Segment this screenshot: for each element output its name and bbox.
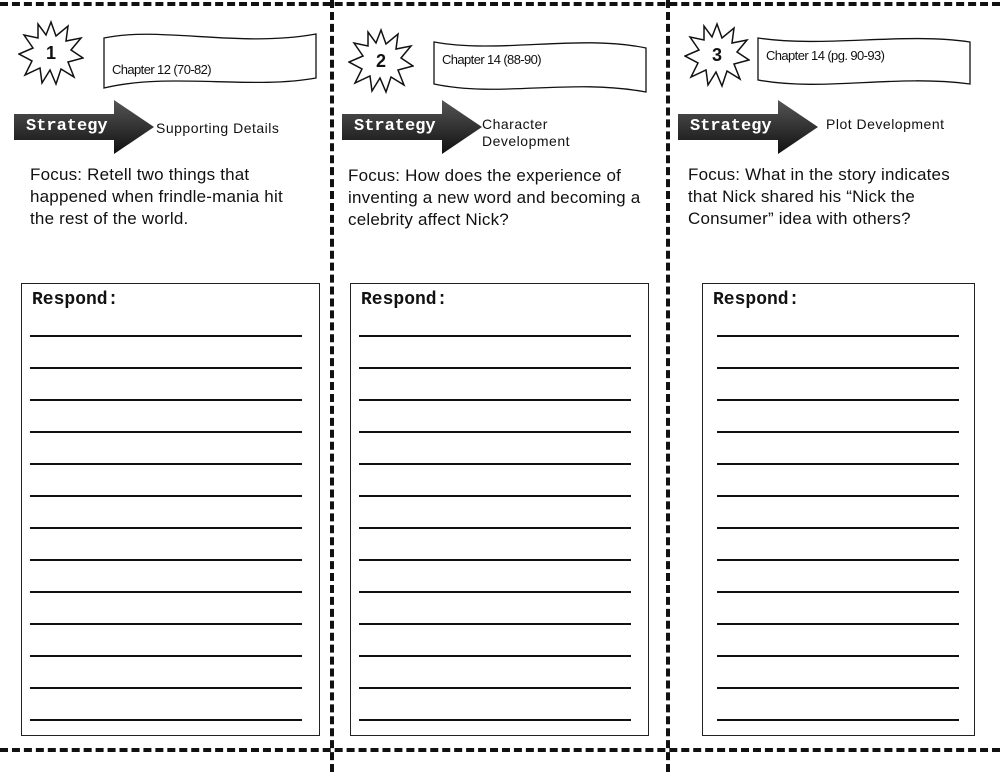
writing-line (717, 591, 959, 593)
writing-line (30, 335, 302, 337)
writing-line (717, 559, 959, 561)
writing-line (717, 463, 959, 465)
star-badge (348, 28, 414, 94)
respond-label: Respond: (32, 290, 119, 310)
respond-label: Respond: (713, 290, 800, 310)
writing-line (359, 399, 631, 401)
writing-line (359, 367, 631, 369)
focus-question: Focus: Retell two things that happened when frindle-mania hit the rest of the world. (30, 165, 283, 228)
step-number: 3 (711, 45, 722, 65)
writing-line (30, 687, 302, 689)
flag-banner-icon (754, 34, 974, 96)
writing-line (359, 655, 631, 657)
strategy-arrow (14, 100, 156, 154)
writing-line (359, 559, 631, 561)
writing-line (359, 719, 631, 721)
writing-line (359, 591, 631, 593)
writing-line (30, 719, 302, 721)
focus-question: Focus: What in the story indicates that Nick shared his “Nick the Consumer” idea with others? (688, 165, 950, 228)
step-number: 2 (375, 51, 386, 71)
strategy-arrow (342, 100, 484, 154)
respond-box (21, 283, 320, 736)
strategy-arrow (678, 100, 820, 154)
writing-line (717, 431, 959, 433)
writing-line (717, 655, 959, 657)
writing-line (30, 655, 302, 657)
panel-1 (0, 0, 330, 772)
chapter-banner (430, 38, 650, 100)
writing-line (717, 495, 959, 497)
star-badge (684, 22, 750, 88)
writing-line (717, 399, 959, 401)
writing-line (30, 495, 302, 497)
strategy-label: Strategy (690, 117, 772, 136)
strategy-name: Supporting Details (156, 120, 280, 136)
strategy-label: Strategy (26, 117, 108, 136)
writing-line (30, 399, 302, 401)
respond-label: Respond: (361, 290, 448, 310)
panel-2 (334, 0, 666, 772)
writing-line (359, 335, 631, 337)
chapter-text: Chapter 12 (70-82) (112, 62, 212, 77)
panel-3 (670, 0, 1000, 772)
writing-line (30, 623, 302, 625)
writing-line (359, 495, 631, 497)
focus-question: Focus: How does the experience of inventing a new word and becoming a celebrity affect Nick? (348, 166, 641, 229)
writing-line (30, 559, 302, 561)
chapter-banner (100, 30, 320, 92)
writing-line (359, 623, 631, 625)
writing-line (359, 463, 631, 465)
writing-line (30, 431, 302, 433)
writing-line (30, 367, 302, 369)
strategy-label: Strategy (354, 117, 436, 136)
writing-line (30, 463, 302, 465)
respond-box (350, 283, 649, 736)
chapter-text: Chapter 14 (pg. 90-93) (766, 48, 885, 63)
chapter-text: Chapter 14 (88-90) (442, 52, 542, 67)
writing-line (717, 687, 959, 689)
writing-line (717, 623, 959, 625)
writing-line (359, 431, 631, 433)
star-badge (18, 20, 84, 86)
writing-line (359, 687, 631, 689)
writing-line (717, 367, 959, 369)
writing-line (717, 527, 959, 529)
chapter-banner (754, 34, 974, 96)
strategy-name: Plot Development (826, 116, 945, 132)
strategy-name: Character Development (482, 116, 570, 149)
writing-line (30, 591, 302, 593)
writing-line (717, 719, 959, 721)
flag-banner-icon (430, 38, 650, 100)
flag-banner-icon (100, 30, 320, 92)
writing-line (717, 335, 959, 337)
writing-line (30, 527, 302, 529)
writing-line (359, 527, 631, 529)
respond-box (702, 283, 975, 736)
step-number: 1 (45, 43, 56, 63)
